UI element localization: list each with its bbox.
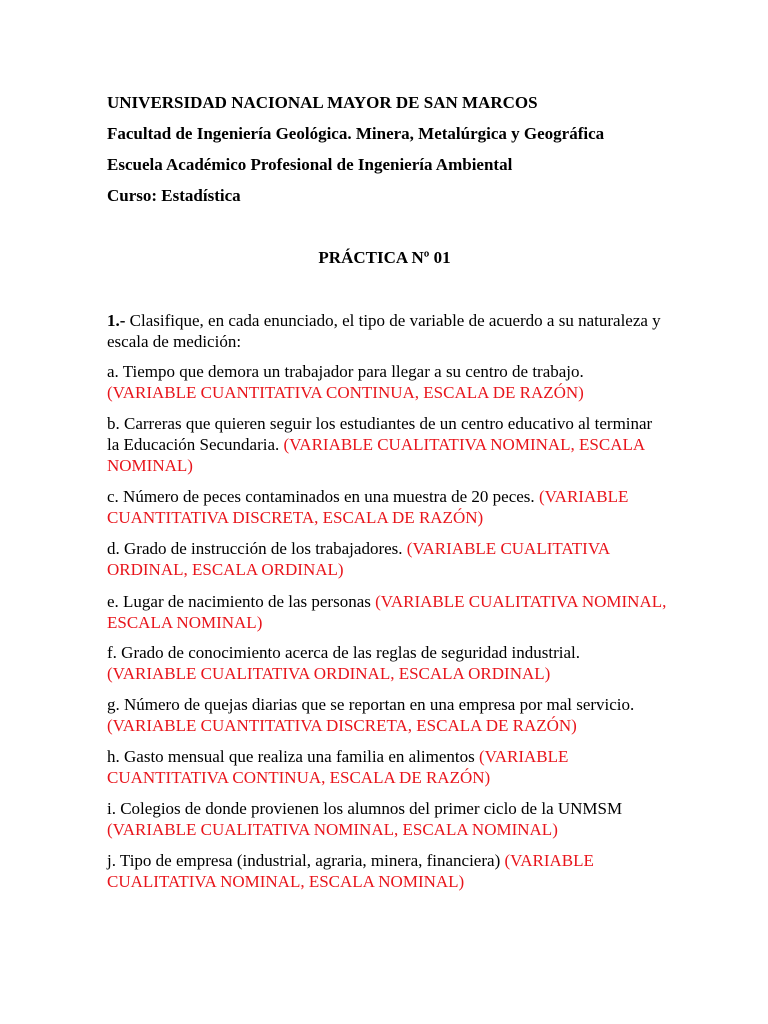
item-statement: c. Número de peces contaminados en una muestra de 20 peces.: [107, 487, 539, 506]
practice-title: PRÁCTICA Nº 01: [318, 248, 451, 267]
list-item-a: [107, 361, 667, 403]
list-item-d: [107, 538, 667, 580]
item-statement: h. Gasto mensual que realiza una familia en alimentos: [107, 747, 479, 766]
item-answer: (VARIABLE CUALITATIVA NOMINAL, ESCALA NOMINAL): [107, 851, 594, 891]
item-answer: (VARIABLE CUALITATIVA NOMINAL, ESCALA NOMINAL): [107, 820, 558, 839]
item-statement: i. Colegios de donde provienen los alumnos del primer ciclo de la UNMSM: [107, 799, 623, 818]
university-name: UNIVERSIDAD NACIONAL MAYOR DE SAN MARCOS: [107, 93, 538, 112]
list-item-f: [107, 642, 667, 684]
question-text: Clasifique, en cada enunciado, el tipo de variable de acuerdo a su naturaleza y escala de medición:: [107, 311, 661, 351]
list-item-b: [107, 413, 667, 476]
item-statement: f. Grado de conocimiento acerca de las reglas de seguridad industrial.: [107, 643, 580, 662]
item-statement: a. Tiempo que demora un trabajador para llegar a su centro de trabajo.: [107, 362, 584, 381]
list-item-h: [107, 746, 667, 788]
item-answer: (VARIABLE CUALITATIVA ORDINAL, ESCALA ORDINAL): [107, 539, 610, 579]
item-answer: (VARIABLE CUANTITATIVA CONTINUA, ESCALA DE RAZÓN): [107, 383, 584, 402]
faculty-name: Facultad de Ingeniería Geológica. Minera, Metalúrgica y Geográfica: [107, 124, 605, 143]
item-statement: e. Lugar de nacimiento de las personas: [107, 592, 376, 611]
list-item-c: [107, 486, 667, 528]
list-item-i: [107, 798, 667, 840]
list-item-e: [107, 591, 667, 633]
item-statement: g. Número de quejas diarias que se reportan en una empresa por mal servicio.: [107, 695, 635, 714]
item-answer: (VARIABLE CUANTITATIVA DISCRETA, ESCALA DE RAZÓN): [107, 716, 577, 735]
item-answer: (VARIABLE CUALITATIVA NOMINAL, ESCALA NOMINAL): [107, 435, 645, 475]
course-name: Curso: Estadística: [107, 186, 241, 205]
question-prompt: [107, 310, 667, 352]
item-answer: (VARIABLE CUALITATIVA ORDINAL, ESCALA ORDINAL): [107, 664, 551, 683]
item-statement: j. Tipo de empresa (industrial, agraria, minera, financiera): [107, 851, 505, 870]
school-name: Escuela Académico Profesional de Ingeniería Ambiental: [107, 155, 513, 174]
item-answer: (VARIABLE CUANTITATIVA CONTINUA, ESCALA DE RAZÓN): [107, 747, 569, 787]
list-item-j: [107, 850, 667, 892]
list-item-g: [107, 694, 667, 736]
item-answer: (VARIABLE CUALITATIVA NOMINAL, ESCALA NOMINAL): [107, 592, 667, 632]
item-statement: b. Carreras que quieren seguir los estudiantes de un centro educativo al terminar la Educación Secundaria.: [107, 414, 653, 454]
item-statement: d. Grado de instrucción de los trabajadores.: [107, 539, 407, 558]
item-answer: (VARIABLE CUANTITATIVA DISCRETA, ESCALA DE RAZÓN): [107, 487, 629, 527]
question-number: 1.-: [107, 311, 126, 330]
